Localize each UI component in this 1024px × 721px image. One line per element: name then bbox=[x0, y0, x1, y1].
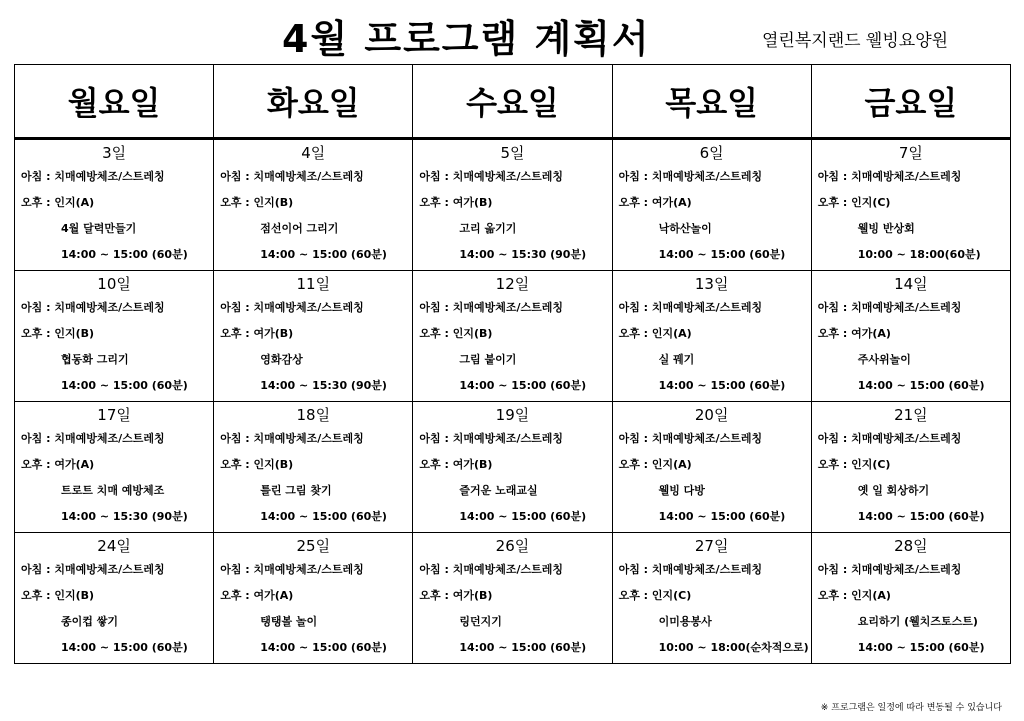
morning-program: 치매예방체조/스트레칭 bbox=[253, 170, 364, 183]
afternoon-prefix: 오후 : bbox=[419, 589, 453, 602]
morning-prefix: 아침 : bbox=[618, 432, 652, 445]
afternoon-prefix: 오후 : bbox=[21, 327, 55, 340]
afternoon-line bbox=[15, 452, 213, 478]
activity-time: 14:00 ~ 15:00 (60분) bbox=[658, 510, 786, 523]
morning-program: 치매예방체조/스트레칭 bbox=[651, 301, 763, 314]
morning-program: 치매예방체조/스트레칭 bbox=[452, 563, 563, 576]
morning-prefix: 아침 : bbox=[220, 301, 254, 314]
morning-program: 치매예방체조/스트레칭 bbox=[54, 432, 165, 445]
morning-line bbox=[15, 426, 213, 452]
afternoon-line bbox=[413, 321, 611, 347]
schedule-table bbox=[14, 64, 1011, 664]
day-cell bbox=[413, 271, 612, 402]
afternoon-line bbox=[413, 190, 611, 216]
morning-prefix: 아침 : bbox=[618, 563, 652, 576]
morning-program: 치매예방체조/스트레칭 bbox=[851, 432, 962, 445]
day-cell bbox=[811, 533, 1010, 664]
morning-program: 치매예방체조/스트레칭 bbox=[651, 170, 763, 183]
morning-prefix: 아침 : bbox=[21, 432, 55, 445]
activity-name: 협동화 그리기 bbox=[61, 353, 129, 366]
morning-line bbox=[613, 295, 811, 321]
activity-time: 14:00 ~ 15:00 (60분) bbox=[260, 641, 387, 654]
day-cell bbox=[413, 533, 612, 664]
day-number: 28일 bbox=[894, 537, 928, 555]
morning-prefix: 아침 : bbox=[21, 301, 55, 314]
afternoon-program: 인지(C) bbox=[851, 196, 891, 209]
morning-program: 치매예방체조/스트레칭 bbox=[54, 301, 165, 314]
activity-time: 14:00 ~ 15:00 (60분) bbox=[857, 641, 985, 654]
afternoon-line bbox=[613, 452, 811, 478]
day-number: 18일 bbox=[296, 406, 331, 424]
morning-line bbox=[613, 164, 811, 190]
header-wednesday: 수요일 bbox=[413, 65, 612, 139]
activity-time: 14:00 ~ 15:00 (60분) bbox=[260, 510, 387, 523]
afternoon-prefix: 오후 : bbox=[220, 589, 254, 602]
activity-time: 14:00 ~ 15:00 (60분) bbox=[61, 379, 188, 392]
afternoon-program: 인지(A) bbox=[651, 327, 692, 340]
day-number: 17일 bbox=[97, 406, 131, 424]
afternoon-prefix: 오후 : bbox=[817, 458, 852, 471]
day-number: 20일 bbox=[694, 406, 729, 424]
activity-time: 14:00 ~ 15:00 (60분) bbox=[857, 510, 985, 523]
morning-line bbox=[413, 426, 611, 452]
afternoon-prefix: 오후 : bbox=[419, 196, 453, 209]
afternoon-prefix: 오후 : bbox=[419, 327, 453, 340]
afternoon-line bbox=[214, 321, 412, 347]
morning-program: 치매예방체조/스트레칭 bbox=[651, 432, 763, 445]
day-number: 21일 bbox=[894, 406, 928, 424]
afternoon-program: 인지(B) bbox=[54, 589, 95, 602]
day-number: 3일 bbox=[102, 144, 127, 162]
morning-prefix: 아침 : bbox=[419, 301, 453, 314]
afternoon-prefix: 오후 : bbox=[419, 458, 453, 471]
afternoon-program: 인지(B) bbox=[54, 327, 95, 340]
day-number: 27일 bbox=[694, 537, 729, 555]
afternoon-line bbox=[15, 321, 213, 347]
afternoon-line bbox=[812, 583, 1010, 609]
schedule-body bbox=[15, 139, 1011, 664]
activity-time: 14:00 ~ 15:30 (90분) bbox=[260, 379, 387, 392]
afternoon-program: 인지(B) bbox=[452, 327, 493, 340]
morning-line bbox=[413, 164, 611, 190]
activity-name: 옛 일 회상하기 bbox=[857, 484, 930, 497]
day-number: 14일 bbox=[894, 275, 928, 293]
afternoon-line bbox=[214, 190, 412, 216]
afternoon-prefix: 오후 : bbox=[220, 196, 254, 209]
activity-name: 웰빙 다방 bbox=[658, 484, 705, 497]
morning-line bbox=[15, 164, 213, 190]
weekday-header-row bbox=[15, 65, 1011, 139]
afternoon-program: 여가(A) bbox=[253, 589, 294, 602]
footnote: ※ 프로그램은 일정에 따라 변동될 수 있습니다 bbox=[820, 703, 1002, 713]
day-number: 24일 bbox=[97, 537, 131, 555]
afternoon-line bbox=[413, 583, 611, 609]
afternoon-program: 인지(B) bbox=[253, 458, 294, 471]
day-number: 13일 bbox=[694, 275, 729, 293]
morning-prefix: 아침 : bbox=[817, 170, 852, 183]
day-number: 25일 bbox=[296, 537, 331, 555]
activity-time: 14:00 ~ 15:00 (60분) bbox=[658, 248, 786, 261]
morning-line bbox=[214, 295, 412, 321]
activity-name: 4월 달력만들기 bbox=[61, 222, 137, 235]
morning-line bbox=[214, 426, 412, 452]
afternoon-line bbox=[613, 190, 811, 216]
afternoon-line bbox=[812, 452, 1010, 478]
afternoon-program: 여가(B) bbox=[253, 327, 294, 340]
morning-line bbox=[613, 557, 811, 583]
morning-program: 치매예방체조/스트레칭 bbox=[253, 563, 364, 576]
morning-line bbox=[413, 295, 611, 321]
day-number: 11일 bbox=[296, 275, 331, 293]
activity-name: 즐거운 노래교실 bbox=[459, 484, 538, 497]
day-number: 12일 bbox=[495, 275, 530, 293]
morning-program: 치매예방체조/스트레칭 bbox=[54, 563, 165, 576]
morning-line bbox=[613, 426, 811, 452]
day-number: 10일 bbox=[97, 275, 131, 293]
activity-time: 14:00 ~ 15:00 (60분) bbox=[61, 641, 188, 654]
activity-name: 요리하기 (웰치즈토스트) bbox=[857, 615, 978, 628]
activity-name: 웰빙 반상회 bbox=[857, 222, 915, 235]
day-cell bbox=[15, 533, 214, 664]
day-cell bbox=[214, 402, 413, 533]
afternoon-program: 인지(B) bbox=[253, 196, 294, 209]
morning-program: 치매예방체조/스트레칭 bbox=[253, 432, 364, 445]
day-cell bbox=[612, 139, 811, 271]
morning-program: 치매예방체조/스트레칭 bbox=[851, 301, 962, 314]
morning-prefix: 아침 : bbox=[618, 170, 652, 183]
morning-prefix: 아침 : bbox=[419, 432, 453, 445]
day-cell bbox=[214, 139, 413, 271]
afternoon-prefix: 오후 : bbox=[618, 327, 652, 340]
activity-name: 그림 붙이기 bbox=[459, 353, 517, 366]
afternoon-line bbox=[15, 190, 213, 216]
activity-name: 실 꿰기 bbox=[658, 353, 695, 366]
day-cell bbox=[15, 139, 214, 271]
morning-program: 치매예방체조/스트레칭 bbox=[452, 170, 563, 183]
afternoon-program: 인지(C) bbox=[651, 589, 692, 602]
morning-line bbox=[413, 557, 611, 583]
morning-line bbox=[812, 426, 1010, 452]
activity-time: 14:00 ~ 15:00 (60분) bbox=[459, 379, 587, 392]
activity-name: 탱탱볼 놀이 bbox=[260, 615, 318, 628]
afternoon-program: 인지(A) bbox=[651, 458, 692, 471]
day-cell bbox=[214, 271, 413, 402]
afternoon-prefix: 오후 : bbox=[220, 458, 254, 471]
afternoon-line bbox=[812, 321, 1010, 347]
day-cell bbox=[15, 402, 214, 533]
day-number: 6일 bbox=[699, 144, 724, 162]
morning-line bbox=[812, 164, 1010, 190]
morning-program: 치매예방체조/스트레칭 bbox=[452, 432, 563, 445]
afternoon-program: 여가(B) bbox=[452, 458, 493, 471]
day-number: 4일 bbox=[301, 144, 326, 162]
activity-name: 고리 옮기기 bbox=[459, 222, 517, 235]
activity-name: 영화감상 bbox=[260, 353, 303, 366]
morning-program: 치매예방체조/스트레칭 bbox=[851, 170, 962, 183]
afternoon-line bbox=[812, 190, 1010, 216]
day-number: 26일 bbox=[495, 537, 530, 555]
organization-name: 열린복지랜드 웰빙요양원 bbox=[762, 31, 949, 51]
afternoon-program: 여가(A) bbox=[54, 458, 95, 471]
afternoon-program: 여가(A) bbox=[651, 196, 692, 209]
day-cell bbox=[413, 402, 612, 533]
morning-program: 치매예방체조/스트레칭 bbox=[452, 301, 563, 314]
day-cell bbox=[612, 402, 811, 533]
afternoon-prefix: 오후 : bbox=[618, 589, 652, 602]
header-friday: 금요일 bbox=[811, 65, 1010, 139]
afternoon-prefix: 오후 : bbox=[618, 458, 652, 471]
afternoon-line bbox=[15, 583, 213, 609]
activity-name: 낙하산놀이 bbox=[658, 222, 712, 235]
header-monday: 월요일 bbox=[15, 65, 214, 139]
week-row bbox=[15, 402, 1011, 533]
activity-name: 주사위놀이 bbox=[857, 353, 911, 366]
morning-prefix: 아침 : bbox=[817, 432, 852, 445]
afternoon-prefix: 오후 : bbox=[618, 196, 652, 209]
afternoon-program: 인지(A) bbox=[851, 589, 891, 602]
afternoon-program: 여가(A) bbox=[851, 327, 891, 340]
afternoon-prefix: 오후 : bbox=[21, 589, 55, 602]
afternoon-program: 여가(B) bbox=[452, 589, 493, 602]
day-cell bbox=[612, 271, 811, 402]
morning-prefix: 아침 : bbox=[21, 563, 55, 576]
activity-time: 14:00 ~ 15:00 (60분) bbox=[459, 510, 587, 523]
morning-prefix: 아침 : bbox=[618, 301, 652, 314]
activity-time: 14:00 ~ 15:00 (60분) bbox=[260, 248, 387, 261]
day-cell bbox=[811, 402, 1010, 533]
afternoon-line bbox=[413, 452, 611, 478]
header-tuesday: 화요일 bbox=[214, 65, 413, 139]
activity-name: 링던지기 bbox=[459, 615, 502, 628]
afternoon-line bbox=[214, 583, 412, 609]
morning-prefix: 아침 : bbox=[817, 301, 852, 314]
morning-line bbox=[812, 295, 1010, 321]
activity-time: 10:00 ~ 18:00(순차적으로) bbox=[658, 641, 809, 654]
morning-program: 치매예방체조/스트레칭 bbox=[54, 170, 165, 183]
week-row bbox=[15, 139, 1011, 271]
morning-program: 치매예방체조/스트레칭 bbox=[651, 563, 763, 576]
afternoon-program: 여가(B) bbox=[452, 196, 493, 209]
day-number: 19일 bbox=[495, 406, 530, 424]
morning-prefix: 아침 : bbox=[220, 563, 254, 576]
activity-time: 14:00 ~ 15:00 (60분) bbox=[459, 641, 587, 654]
activity-name: 트로트 치매 예방체조 bbox=[61, 484, 165, 497]
morning-line bbox=[214, 164, 412, 190]
activity-time: 10:00 ~ 18:00(60분) bbox=[857, 248, 981, 261]
morning-prefix: 아침 : bbox=[220, 170, 254, 183]
afternoon-prefix: 오후 : bbox=[220, 327, 254, 340]
morning-prefix: 아침 : bbox=[220, 432, 254, 445]
afternoon-line bbox=[613, 583, 811, 609]
afternoon-program: 인지(C) bbox=[851, 458, 891, 471]
activity-time: 14:00 ~ 15:30 (90분) bbox=[61, 510, 188, 523]
day-cell bbox=[612, 533, 811, 664]
morning-line bbox=[214, 557, 412, 583]
activity-name: 종이컵 쌓기 bbox=[61, 615, 118, 628]
day-number: 5일 bbox=[500, 144, 525, 162]
afternoon-line bbox=[613, 321, 811, 347]
morning-prefix: 아침 : bbox=[817, 563, 852, 576]
week-row bbox=[15, 271, 1011, 402]
activity-name: 점선이어 그리기 bbox=[260, 222, 339, 235]
day-cell bbox=[413, 139, 612, 271]
afternoon-prefix: 오후 : bbox=[21, 458, 55, 471]
morning-line bbox=[812, 557, 1010, 583]
afternoon-prefix: 오후 : bbox=[817, 589, 852, 602]
header-thursday: 목요일 bbox=[612, 65, 811, 139]
day-cell bbox=[15, 271, 214, 402]
morning-prefix: 아침 : bbox=[21, 170, 55, 183]
afternoon-prefix: 오후 : bbox=[21, 196, 55, 209]
page-title: 4월 프로그램 계획서 bbox=[282, 17, 651, 61]
afternoon-prefix: 오후 : bbox=[817, 327, 852, 340]
day-number: 7일 bbox=[898, 144, 923, 162]
activity-time: 14:00 ~ 15:00 (60분) bbox=[658, 379, 786, 392]
day-cell bbox=[811, 139, 1010, 271]
day-cell bbox=[214, 533, 413, 664]
activity-name: 틀린 그림 찾기 bbox=[260, 484, 332, 497]
morning-prefix: 아침 : bbox=[419, 563, 453, 576]
activity-time: 14:00 ~ 15:30 (90분) bbox=[459, 248, 587, 261]
afternoon-line bbox=[214, 452, 412, 478]
activity-name: 이미용봉사 bbox=[658, 615, 712, 628]
afternoon-prefix: 오후 : bbox=[817, 196, 852, 209]
activity-time: 14:00 ~ 15:00 (60분) bbox=[857, 379, 985, 392]
morning-line bbox=[15, 557, 213, 583]
morning-program: 치매예방체조/스트레칭 bbox=[851, 563, 962, 576]
week-row bbox=[15, 533, 1011, 664]
activity-time: 14:00 ~ 15:00 (60분) bbox=[61, 248, 188, 261]
day-cell bbox=[811, 271, 1010, 402]
morning-prefix: 아침 : bbox=[419, 170, 453, 183]
morning-line bbox=[15, 295, 213, 321]
morning-program: 치매예방체조/스트레칭 bbox=[253, 301, 364, 314]
afternoon-program: 인지(A) bbox=[54, 196, 95, 209]
